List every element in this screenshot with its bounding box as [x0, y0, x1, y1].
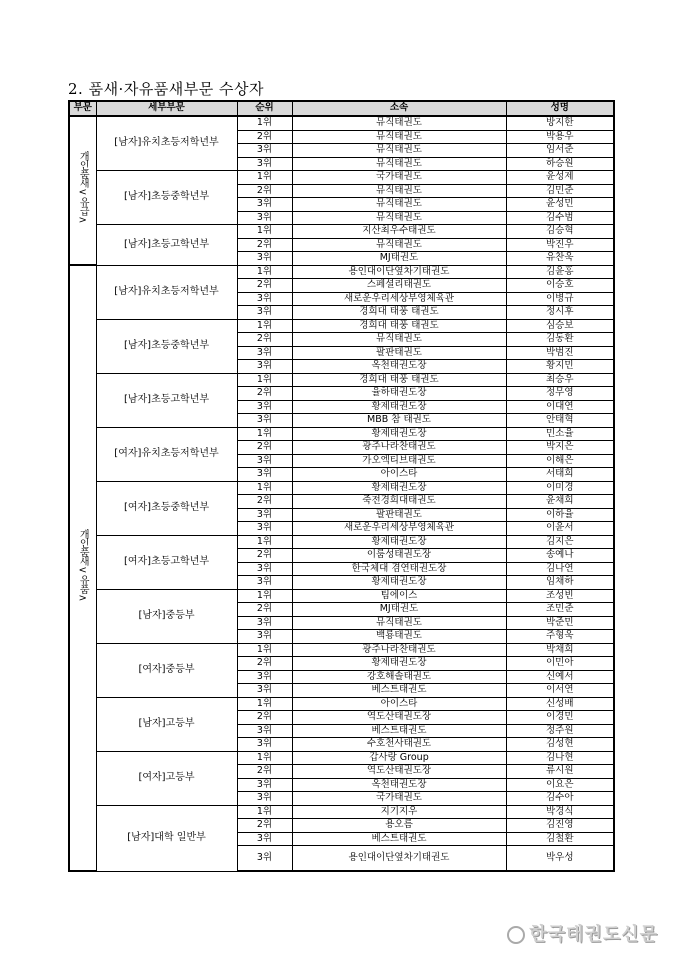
affiliation-cell: 뮤직태권도	[292, 144, 506, 158]
affiliation-cell: 뮤직태권도	[292, 184, 506, 198]
affiliation-cell: 팔판태권도	[292, 346, 506, 360]
affiliation-cell: 황제태권도장	[292, 576, 506, 590]
name-cell: 임서준	[506, 144, 614, 158]
name-cell: 송예나	[506, 549, 614, 563]
rank-cell: 3위	[237, 846, 292, 872]
affiliation-cell: 뮤직태권도	[292, 116, 506, 130]
rank-cell: 3위	[237, 157, 292, 171]
affiliation-cell: 한국체대 겸연태권도장	[292, 562, 506, 576]
name-cell: 류시원	[506, 765, 614, 779]
affiliation-cell: 뮤직태권도	[292, 198, 506, 212]
header-name: 성명	[506, 101, 614, 116]
name-cell: 신성배	[506, 697, 614, 711]
rank-cell: 3위	[237, 292, 292, 306]
name-cell: 박지은	[506, 441, 614, 455]
affiliation-cell: 수호천사태권도	[292, 738, 506, 752]
rank-cell: 2위	[237, 711, 292, 725]
affiliation-cell: 뮤직태권도	[292, 211, 506, 225]
affiliation-cell: 팀에이스	[292, 589, 506, 603]
affiliation-cell: 국가태권도	[292, 792, 506, 806]
affiliation-cell: 베스트태권도	[292, 832, 506, 846]
rank-cell: 2위	[237, 130, 292, 144]
affiliation-cell: 황제태권도장	[292, 427, 506, 441]
category-cell: [여자]중등부	[96, 643, 237, 697]
affiliation-cell: 뮤직태권도	[292, 238, 506, 252]
affiliation-cell: 황제태권도장	[292, 657, 506, 671]
name-cell: 박우성	[506, 846, 614, 872]
affiliation-cell: MBB 참 태권도	[292, 414, 506, 428]
name-cell: 김윤홍	[506, 265, 614, 279]
rank-cell: 3위	[237, 778, 292, 792]
affiliation-cell: 경희대 태풍 태권도	[292, 306, 506, 320]
category-cell: [여자]유치초등저학년부	[96, 427, 237, 481]
name-cell: 이미경	[506, 481, 614, 495]
name-cell: 최승우	[506, 373, 614, 387]
affiliation-cell: 아이스타	[292, 697, 506, 711]
category-cell: [여자]초등고학년부	[96, 535, 237, 589]
affiliation-cell: 새로운우리세상부영체육관	[292, 522, 506, 536]
rank-cell: 3위	[237, 306, 292, 320]
affiliation-cell: MJ태권도	[292, 603, 506, 617]
rank-cell: 3위	[237, 684, 292, 698]
rank-cell: 1위	[237, 643, 292, 657]
division-label: 개인품새<유품>	[77, 528, 89, 603]
affiliation-cell: 광주나라찬태권도	[292, 441, 506, 455]
name-cell: 하승원	[506, 157, 614, 171]
rank-cell: 3위	[237, 724, 292, 738]
table-row	[69, 697, 614, 711]
rank-cell: 3위	[237, 400, 292, 414]
name-cell: 정주원	[506, 724, 614, 738]
table-row	[69, 751, 614, 765]
name-cell: 박경식	[506, 805, 614, 819]
rank-cell: 3위	[237, 414, 292, 428]
category-cell: [남자]유치초등저학년부	[96, 116, 237, 171]
rank-cell: 3위	[237, 346, 292, 360]
name-cell: 정시후	[506, 306, 614, 320]
rank-cell: 3위	[237, 144, 292, 158]
rank-cell: 3위	[237, 630, 292, 644]
rank-cell: 3위	[237, 252, 292, 266]
rank-cell: 2위	[237, 441, 292, 455]
rank-cell: 2위	[237, 184, 292, 198]
affiliation-cell: 스페셜리태권도	[292, 279, 506, 293]
table-row	[69, 643, 614, 657]
watermark-logo	[507, 920, 658, 946]
name-cell: 윤성민	[506, 198, 614, 212]
rank-cell: 1위	[237, 373, 292, 387]
rank-cell: 2위	[237, 549, 292, 563]
division-cell	[69, 116, 96, 265]
affiliation-cell: 이룸성태권도장	[292, 549, 506, 563]
affiliation-cell: 율하태권도장	[292, 387, 506, 401]
category-cell: [남자]대학 일반부	[96, 805, 237, 871]
affiliation-cell: 광주나라찬태권도	[292, 643, 506, 657]
name-cell: 김성현	[506, 738, 614, 752]
name-cell: 민소율	[506, 427, 614, 441]
rank-cell: 3위	[237, 508, 292, 522]
rank-cell: 3위	[237, 468, 292, 482]
rank-cell: 3위	[237, 738, 292, 752]
rank-cell: 1위	[237, 535, 292, 549]
table-row	[69, 265, 614, 279]
affiliation-cell: 황제태권도장	[292, 535, 506, 549]
division-cell	[69, 265, 96, 871]
section-title: 2. 품새·자유품새부문 수상자	[68, 80, 265, 98]
affiliation-cell: 팔판태권도	[292, 508, 506, 522]
category-cell: [여자]고등부	[96, 751, 237, 805]
name-cell: 유찬욱	[506, 252, 614, 266]
category-cell: [남자]초등중학년부	[96, 171, 237, 225]
name-cell: 이민아	[506, 657, 614, 671]
table-row	[69, 373, 614, 387]
name-cell: 이윤서	[506, 522, 614, 536]
newspaper-logo-icon	[507, 926, 525, 944]
affiliation-cell: 옥천태권도장	[292, 360, 506, 374]
rank-cell: 3위	[237, 576, 292, 590]
name-cell: 김승혁	[506, 225, 614, 239]
affiliation-cell: 지기지우	[292, 805, 506, 819]
category-cell: [남자]유치초등저학년부	[96, 265, 237, 319]
affiliation-cell: 갑사랑 Group	[292, 751, 506, 765]
rank-cell: 3위	[237, 198, 292, 212]
name-cell: 황지민	[506, 360, 614, 374]
name-cell: 안태혁	[506, 414, 614, 428]
category-cell: [여자]초등중학년부	[96, 481, 237, 535]
rank-cell: 1위	[237, 589, 292, 603]
name-cell: 윤성제	[506, 171, 614, 185]
rank-cell: 2위	[237, 819, 292, 833]
table-row	[69, 805, 614, 819]
division-label: 개인품새<유급>	[77, 151, 89, 225]
affiliation-cell: 뮤직태권도	[292, 616, 506, 630]
rank-cell: 2위	[237, 279, 292, 293]
rank-cell: 2위	[237, 765, 292, 779]
affiliation-cell: 뮤직태권도	[292, 333, 506, 347]
rank-cell: 3위	[237, 211, 292, 225]
affiliation-cell: 백룡태권도	[292, 630, 506, 644]
affiliation-cell: 뮤직태권도	[292, 157, 506, 171]
category-cell: [남자]고등부	[96, 697, 237, 751]
rank-cell: 1위	[237, 319, 292, 333]
rank-cell: 1위	[237, 225, 292, 239]
rank-cell: 1위	[237, 116, 292, 130]
affiliation-cell: 새로운우리세상부영체육관	[292, 292, 506, 306]
category-cell: [남자]초등중학년부	[96, 319, 237, 373]
rank-cell: 1위	[237, 171, 292, 185]
name-cell: 김나현	[506, 751, 614, 765]
rank-cell: 2위	[237, 495, 292, 509]
rank-cell: 3위	[237, 454, 292, 468]
category-cell: [남자]초등고학년부	[96, 225, 237, 266]
rank-cell: 3위	[237, 562, 292, 576]
affiliation-cell: 역도산태권도장	[292, 711, 506, 725]
affiliation-cell: 아이스타	[292, 468, 506, 482]
rank-cell: 1위	[237, 481, 292, 495]
table-row	[69, 535, 614, 549]
affiliation-cell: 강호해솔태권도	[292, 670, 506, 684]
name-cell: 이승호	[506, 279, 614, 293]
table-row	[69, 427, 614, 441]
rank-cell: 2위	[237, 238, 292, 252]
rank-cell: 3위	[237, 792, 292, 806]
name-cell: 김민준	[506, 184, 614, 198]
affiliation-cell: 황제태권도장	[292, 481, 506, 495]
affiliation-cell: 경희대 태풍 태권도	[292, 319, 506, 333]
awards-table	[68, 100, 615, 872]
name-cell: 김동환	[506, 333, 614, 347]
category-cell: [남자]초등고학년부	[96, 373, 237, 427]
affiliation-cell: 용인대이단옆차기태권도	[292, 846, 506, 872]
rank-cell: 1위	[237, 697, 292, 711]
rank-cell: 1위	[237, 427, 292, 441]
name-cell: 김나연	[506, 562, 614, 576]
affiliation-cell: 옥천태권도장	[292, 778, 506, 792]
name-cell: 조성빈	[506, 589, 614, 603]
rank-cell: 2위	[237, 603, 292, 617]
affiliation-cell: 뮤직태권도	[292, 130, 506, 144]
table-row	[69, 116, 614, 130]
name-cell: 박범진	[506, 346, 614, 360]
rank-cell: 1위	[237, 265, 292, 279]
name-cell: 김지은	[506, 535, 614, 549]
name-cell: 조민준	[506, 603, 614, 617]
name-cell: 김철환	[506, 832, 614, 846]
table-header-row	[69, 101, 614, 116]
name-cell: 심승보	[506, 319, 614, 333]
name-cell: 신예서	[506, 670, 614, 684]
header-rank: 순위	[237, 101, 292, 116]
table-row	[69, 225, 614, 239]
table-row	[69, 171, 614, 185]
affiliation-cell: 경희대 태풍 태권도	[292, 373, 506, 387]
rank-cell: 2위	[237, 657, 292, 671]
header-category: 세부부문	[96, 101, 237, 116]
name-cell: 김수아	[506, 792, 614, 806]
table-row	[69, 319, 614, 333]
affiliation-cell: 지산최우수태권도	[292, 225, 506, 239]
affiliation-cell: 베스트태권도	[292, 724, 506, 738]
name-cell: 박진우	[506, 238, 614, 252]
name-cell: 이서연	[506, 684, 614, 698]
table-row	[69, 589, 614, 603]
name-cell: 이경민	[506, 711, 614, 725]
name-cell: 김진영	[506, 819, 614, 833]
category-cell: [남자]중등부	[96, 589, 237, 643]
affiliation-cell: 국가태권도	[292, 171, 506, 185]
rank-cell: 1위	[237, 751, 292, 765]
name-cell: 이대연	[506, 400, 614, 414]
name-cell: 이하율	[506, 508, 614, 522]
name-cell: 임채하	[506, 576, 614, 590]
rank-cell: 3위	[237, 522, 292, 536]
affiliation-cell: 황제태권도장	[292, 400, 506, 414]
rank-cell: 1위	[237, 805, 292, 819]
name-cell: 김수범	[506, 211, 614, 225]
rank-cell: 2위	[237, 333, 292, 347]
name-cell: 주형욱	[506, 630, 614, 644]
name-cell: 정무영	[506, 387, 614, 401]
name-cell: 서태희	[506, 468, 614, 482]
affiliation-cell: 가오엑티브태권도	[292, 454, 506, 468]
affiliation-cell: 죽전경희대태권도	[292, 495, 506, 509]
affiliation-cell: 베스트태권도	[292, 684, 506, 698]
affiliation-cell: MJ태권도	[292, 252, 506, 266]
name-cell: 이해은	[506, 454, 614, 468]
header-affiliation: 소속	[292, 101, 506, 116]
table-row	[69, 481, 614, 495]
name-cell: 방지한	[506, 116, 614, 130]
header-division: 부문	[69, 101, 96, 116]
rank-cell: 3위	[237, 616, 292, 630]
rank-cell: 3위	[237, 670, 292, 684]
rank-cell: 3위	[237, 360, 292, 374]
rank-cell: 2위	[237, 387, 292, 401]
name-cell: 윤채희	[506, 495, 614, 509]
affiliation-cell: 용오름	[292, 819, 506, 833]
affiliation-cell: 역도산태권도장	[292, 765, 506, 779]
name-cell: 박용우	[506, 130, 614, 144]
name-cell: 이병규	[506, 292, 614, 306]
watermark-text: 한국태권도신문	[529, 924, 658, 945]
name-cell: 박채희	[506, 643, 614, 657]
affiliation-cell: 용인대이단옆차기태권도	[292, 265, 506, 279]
rank-cell: 3위	[237, 832, 292, 846]
name-cell: 박준민	[506, 616, 614, 630]
name-cell: 이요은	[506, 778, 614, 792]
